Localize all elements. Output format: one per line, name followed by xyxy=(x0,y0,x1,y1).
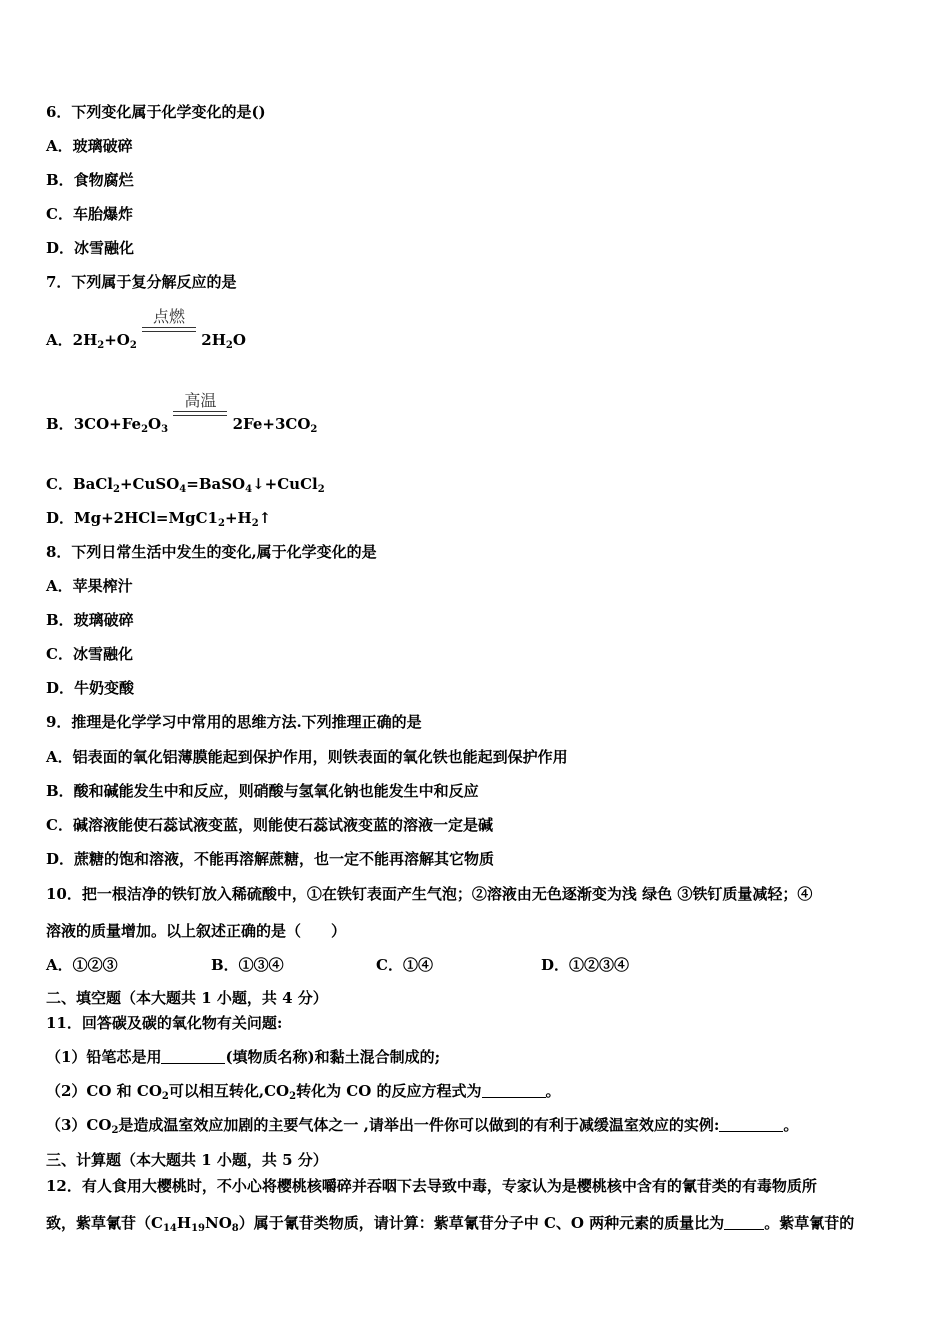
q6-option-d: D．冰雪融化 xyxy=(46,239,135,257)
q11-part2: （2）CO 和 $CO_2$可以相互转化$,CO_2$转化为 CO 的反应方程式为 。 xyxy=(46,1082,561,1102)
q6-option-c: C．车胎爆炸 xyxy=(46,205,133,223)
q7-stem: 7．下列属于复分解反应的是 xyxy=(46,273,237,291)
q6-stem: 6．下列变化属于化学变化的是() xyxy=(46,103,266,121)
q7-option-b: B．$3CO+Fe_2O_3$ 高温 $2Fe+3CO_2$ xyxy=(46,391,318,435)
condition-label: 高温 xyxy=(184,391,217,410)
double-line xyxy=(173,411,227,416)
q8-option-c: C．冰雪融化 xyxy=(46,645,133,663)
q6-option-b: B．食物腐烂 xyxy=(46,171,134,189)
q11-part3: $(3)CO_2$是造成温室效应加剧的主要气体之一 ,请举出一件你可以做到的有利于减缓温室效应的实例: 。 xyxy=(46,1116,799,1136)
double-line xyxy=(142,327,196,332)
q11-stem: 11．回答碳及碳的氧化物有关问题: xyxy=(46,1014,283,1032)
q7-option-c: C．BaCl$_2$+CuSO$_4$=BaSO$_4$↓+CuCl$_2$ xyxy=(46,475,325,495)
section-2-title: 二、填空题（本大题共 1 小题，共 4 分） xyxy=(46,989,328,1007)
condition-label: 点燃 xyxy=(153,307,186,326)
answer-blank xyxy=(482,1083,546,1098)
q8-stem: 8．下列日常生活中发生的变化,属于化学变化的是 xyxy=(46,543,377,561)
answer-blank xyxy=(724,1215,764,1230)
q7-option-a: A．$2H_2+O_2$ 点燃 $2H_2O$ xyxy=(46,307,246,351)
q9-option-c: C．碱溶液能使石蕊试液变蓝，则能使石蕊试液变蓝的溶液一定是碱 xyxy=(46,816,493,834)
q11-part1: （1）铅笔芯是用 (填物质名称)和黏土混合制成的; xyxy=(46,1048,441,1066)
q10-stem-line1: 10．把一根洁净的铁钉放入稀硫酸中，①在铁钉表面产生气泡；②溶液由无色逐渐变为浅 绿色 ③铁钉质量减轻；④ xyxy=(46,885,813,903)
answer-blank xyxy=(719,1117,783,1132)
q9-stem: 9．推理是化学学习中常用的思维方法.下列推理正确的是 xyxy=(46,713,422,731)
q12-line1: 12．有人食用大樱桃时，不小心将樱桃核嚼碎并吞咽下去导致中毒，专家认为是樱桃核中含有的氰苷类的有毒物质所 xyxy=(46,1177,817,1195)
q10-option-b: B．①③④ xyxy=(211,956,284,974)
q10-stem-line2: 溶液的质量增加。以上叙述正确的是（ ） xyxy=(46,922,347,940)
q6-option-a: A．玻璃破碎 xyxy=(46,137,133,155)
q9-option-a: A．铝表面的氧化铝薄膜能起到保护作用，则铁表面的氧化铁也能起到保护作用 xyxy=(46,748,568,766)
q9-option-b: B．酸和碱能发生中和反应，则硝酸与氢氧化钠也能发生中和反应 xyxy=(46,782,479,800)
q10-option-c: C．①④ xyxy=(376,956,433,974)
section-3-title: 三、计算题（本大题共 1 小题，共 5 分） xyxy=(46,1151,328,1169)
q8-option-a: A．苹果榨汁 xyxy=(46,577,133,595)
answer-blank xyxy=(161,1049,225,1064)
q8-option-b: B．玻璃破碎 xyxy=(46,611,134,629)
q8-option-d: D．牛奶变酸 xyxy=(46,679,135,697)
reaction-condition-arrow xyxy=(173,391,227,435)
q7-option-d: D．$Mg+2HCl=MgC1_2+H_2↑$ xyxy=(46,509,272,529)
reaction-condition-arrow xyxy=(142,307,196,351)
q9-option-d: D．蔗糖的饱和溶液，不能再溶解蔗糖，也一定不能再溶解其它物质 xyxy=(46,850,495,868)
q10-option-d: D．①②③④ xyxy=(541,956,630,974)
q10-option-a: A．①②③ xyxy=(46,956,118,974)
q12-line2: 致，紫草氰苷$(C_{14}H_{19}NO_8)$属于氰苷类物质，请计算：紫草氰苷分子中 C、O 两种元素的质量比为 。紫草氰苷的 xyxy=(46,1214,855,1234)
